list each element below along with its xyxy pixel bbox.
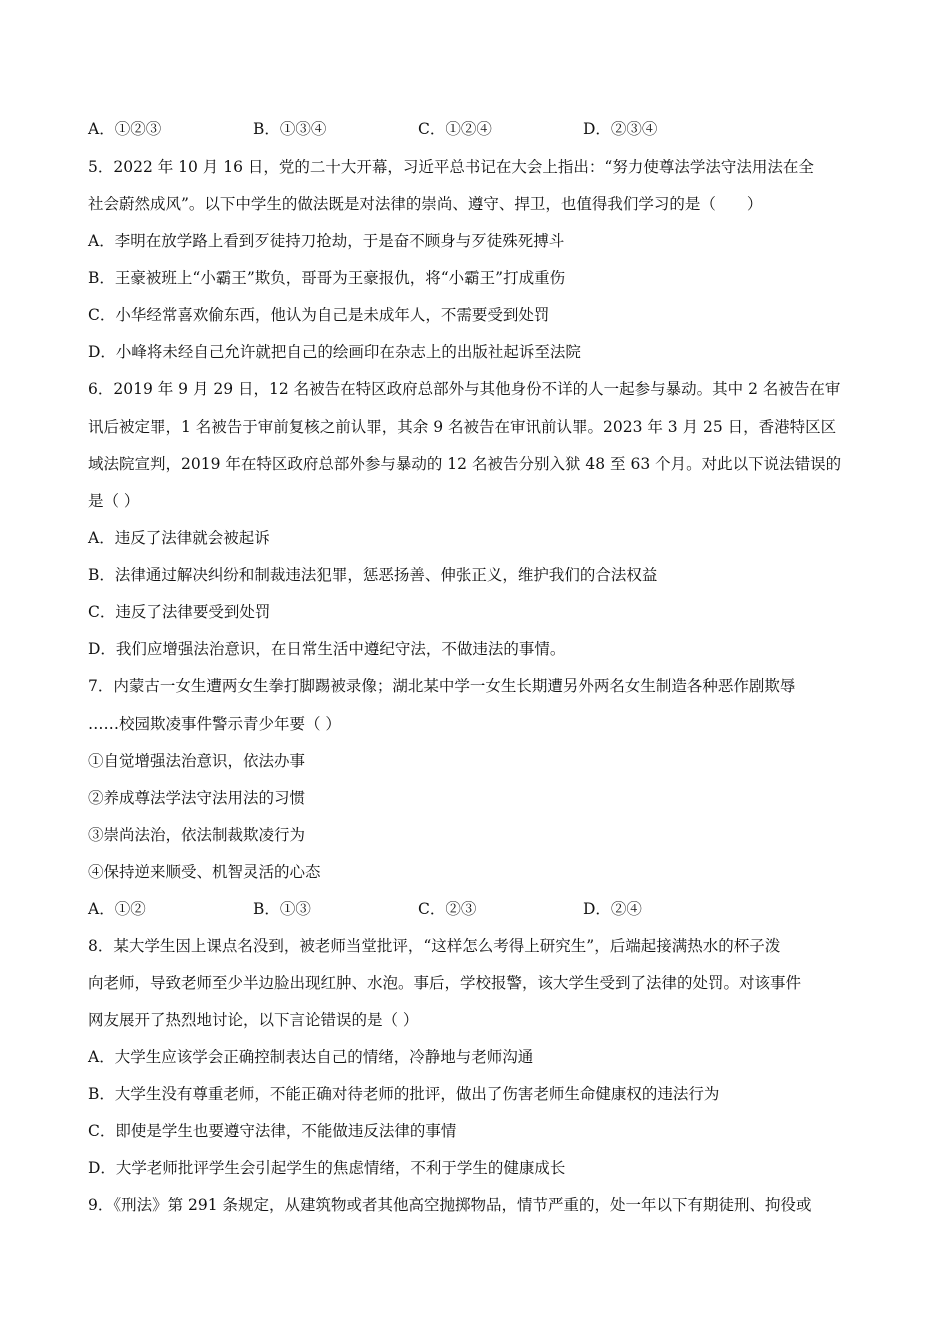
q7-stem-line-1: 7．内蒙古一女生遭两女生拳打脚踢被录像；湖北某中学一女生长期遭另外两名女生制造各种恶作剧欺辱	[88, 677, 796, 695]
q6-stem-line-3: 域法院宣判，2019 年在特区政府总部外参与暴动的 12 名被告分别入狱 48 至 63 个月。对此以下说法错误的	[88, 455, 842, 473]
q6-option-c[interactable]: C．违反了法律要受到处罚	[88, 603, 271, 621]
q6-stem-line-2: 讯后被定罪，1 名被告于审前复核之前认罪，其余 9 名被告在审讯前认罪。2023 年 3 月 25 日，香港特区区	[88, 418, 837, 436]
q5-option-b[interactable]: B．王豪被班上“小霸王”欺负，哥哥为王豪报仇，将“小霸王”打成重伤	[88, 269, 566, 287]
q8-stem-line-3: 网友展开了热烈地讨论，以下言论错误的是（ ）	[88, 1011, 419, 1029]
q7-option-a[interactable]: A．①②	[88, 900, 146, 918]
q7-item-2: ②养成尊法学法守法用法的习惯	[88, 789, 306, 807]
q8-stem-line-2: 向老师，导致老师至少半边脸出现红肿、水泡。事后，学校报警，该大学生受到了法律的处罚。对该事件	[88, 974, 802, 992]
q5-option-d[interactable]: D．小峰将未经自己允许就把自己的绘画印在杂志上的出版社起诉至法院	[88, 343, 581, 361]
q7-item-4: ④保持逆来顺受、机智灵活的心态	[88, 863, 321, 881]
q7-item-3: ③崇尚法治，依法制裁欺凌行为	[88, 826, 306, 844]
q4-option-b[interactable]: B．①③④	[253, 120, 327, 138]
q7-option-b[interactable]: B．①③	[253, 900, 311, 918]
q7-option-c[interactable]: C．②③	[418, 900, 477, 918]
q5-stem-line-1: 5．2022 年 10 月 16 日，党的二十大开幕，习近平总书记在大会上指出：“努力使尊法学法守法用法在全	[88, 158, 814, 176]
q8-option-c[interactable]: C．即使是学生也要遵守法律，不能做违反法律的事情	[88, 1122, 457, 1140]
q5-option-a[interactable]: A．李明在放学路上看到歹徒持刀抢劫，于是奋不顾身与歹徒殊死搏斗	[88, 232, 565, 250]
q7-option-d[interactable]: D．②④	[583, 900, 642, 918]
q6-option-d[interactable]: D．我们应增强法治意识，在日常生活中遵纪守法，不做违法的事情。	[88, 640, 566, 658]
q8-option-b[interactable]: B．大学生没有尊重老师，不能正确对待老师的批评，做出了伤害老师生命健康权的违法行为	[88, 1085, 720, 1103]
q8-stem-line-1: 8．某大学生因上课点名没到，被老师当堂批评，“这样怎么考得上研究生”，后端起接满热水的杯子泼	[88, 937, 781, 955]
q5-stem-line-2: 社会蔚然成风”。以下中学生的做法既是对法律的崇尚、遵守、捍卫，也值得我们学习的是（ ）	[88, 195, 763, 213]
q7-stem-line-2: ……校园欺凌事件警示青少年要（ ）	[88, 715, 341, 733]
q8-option-a[interactable]: A．大学生应该学会正确控制表达自己的情绪，冷静地与老师沟通	[88, 1048, 534, 1066]
q4-option-d[interactable]: D．②③④	[583, 120, 658, 138]
q7-item-1: ①自觉增强法治意识，依法办事	[88, 752, 306, 770]
q6-option-a[interactable]: A．违反了法律就会被起诉	[88, 529, 270, 547]
q8-option-d[interactable]: D．大学老师批评学生会引起学生的焦虑情绪，不利于学生的健康成长	[88, 1159, 566, 1177]
q6-stem-line-1: 6．2019 年 9 月 29 日，12 名被告在特区政府总部外与其他身份不详的人一起参与暴动。其中 2 名被告在审	[88, 380, 841, 398]
q6-stem-line-4: 是（ ）	[88, 492, 140, 510]
q4-option-a[interactable]: A．①②③	[88, 120, 162, 138]
q9-stem-line-1: 9．《刑法》第 291 条规定，从建筑物或者其他高空抛掷物品，情节严重的，处一年以下有期徒刑、拘役或	[88, 1196, 812, 1214]
q5-option-c[interactable]: C．小华经常喜欢偷东西，他认为自己是未成年人，不需要受到处罚	[88, 306, 550, 324]
q4-option-c[interactable]: C．①②④	[418, 120, 492, 138]
q6-option-b[interactable]: B．法律通过解决纠纷和制裁违法犯罪，惩恶扬善、伸张正义，维护我们的合法权益	[88, 566, 658, 584]
